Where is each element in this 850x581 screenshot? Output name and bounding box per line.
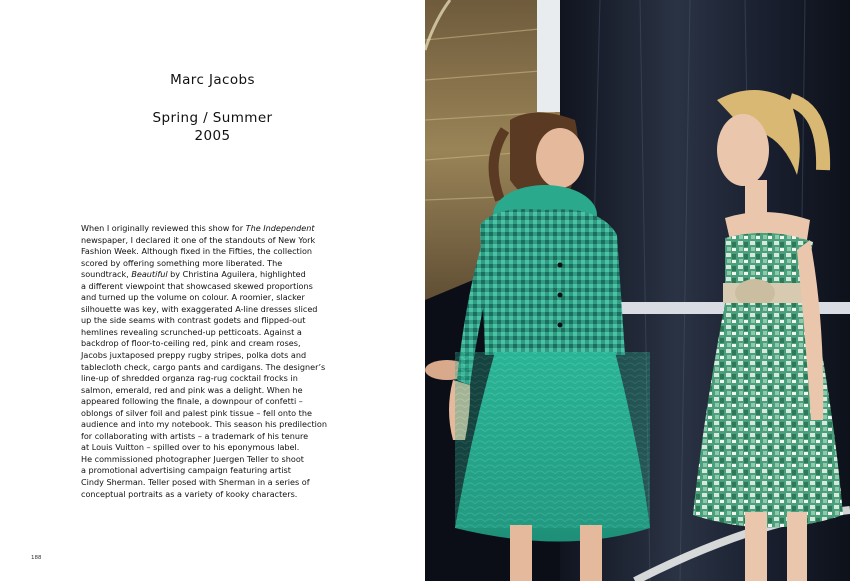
body-line [81,315,351,327]
page-number: 188 [31,555,42,561]
body-line [81,338,351,350]
body-text-run: appeared following the finale, a downpour of confetti – [81,396,303,407]
body-line [81,419,351,431]
body-line [81,385,351,397]
body-line [81,431,351,443]
body-text-run: Fashion Week. Although fixed in the Fifties, the collection [81,246,313,257]
body-text-run: up the side seams with contrast godets and flipped-out [81,315,306,326]
body-line [81,396,351,408]
italic-title: Beautiful [131,269,168,280]
body-line [81,223,351,235]
body-text-run: Jacobs juxtaposed preppy rugby stripes, polka dots and [81,350,307,361]
body-line [81,489,351,501]
body-line [81,454,351,466]
body-text-run: backdrop of floor-to-ceiling red, pink and cream roses, [81,338,301,349]
body-line [81,477,351,489]
body-text-run: audience and into my notebook. This season his predilection [81,419,327,430]
body-text-run: silhouette was key, with exaggerated A-line dresses sliced [81,303,318,314]
body-text-run: He commissioned photographer Juergen Teller to shoot [81,453,304,464]
body-text-run: hemlines revealing scrunched-up petticoats. Against a [81,326,302,337]
body-text-run: at Louis Vuitton – spilled over to his eponymous label. [81,442,300,453]
body-text-run: When I originally reviewed this show for [81,223,246,233]
year-title: 2005 [194,128,231,144]
body-line [81,269,351,281]
photo-illustration [425,0,850,581]
body-text-run: by Christina Aguilera, highlighted [167,269,306,280]
body-text-run: Cindy Sherman. Teller posed with Sherman in a series of [81,477,310,488]
body-text-run: a promotional advertising campaign featuring artist [81,465,291,476]
runway-backstage-photo [425,0,850,581]
body-text-run: oblongs of silver foil and palest pink tissue – fell onto the [81,407,312,418]
body-text-run: line-up of shredded organza rag-rug cocktail frocks in [81,373,298,384]
body-line [81,362,351,374]
body-line [81,258,351,270]
body-text-run: and turned up the volume on colour. A roomier, slacker [81,292,305,303]
body-line [81,408,351,420]
body-text-run: newspaper, I declared it one of the standouts of New York [81,234,316,245]
body-text-run: for collaborating with artists – a trademark of his tenure [81,430,309,441]
body-line [81,235,351,247]
body-line [81,442,351,454]
body-text-run: soundtrack, [81,269,132,280]
body-text-run: conceptual portraits as a variety of kooky characters. [81,488,298,499]
body-line [81,373,351,385]
body-line [81,304,351,316]
italic-title: The Independent [245,223,315,233]
body-line [81,281,351,293]
review-body-text [81,223,351,500]
body-text-run: salmon, emerald, red and pink was a delight. When he [81,384,303,395]
season-title: Spring / Summer [152,110,273,126]
body-line [81,350,351,362]
body-line [81,327,351,339]
designer-title: Marc Jacobs [170,72,255,88]
body-text-run: scored by offering something more liberated. The [81,257,283,268]
body-line [81,246,351,258]
body-text-run: a different viewpoint that showcased skewed proportions [81,280,313,291]
body-text-run: tablecloth check, cargo pants and cardigans. The designer’s [81,361,326,372]
body-line [81,292,351,304]
body-line [81,465,351,477]
